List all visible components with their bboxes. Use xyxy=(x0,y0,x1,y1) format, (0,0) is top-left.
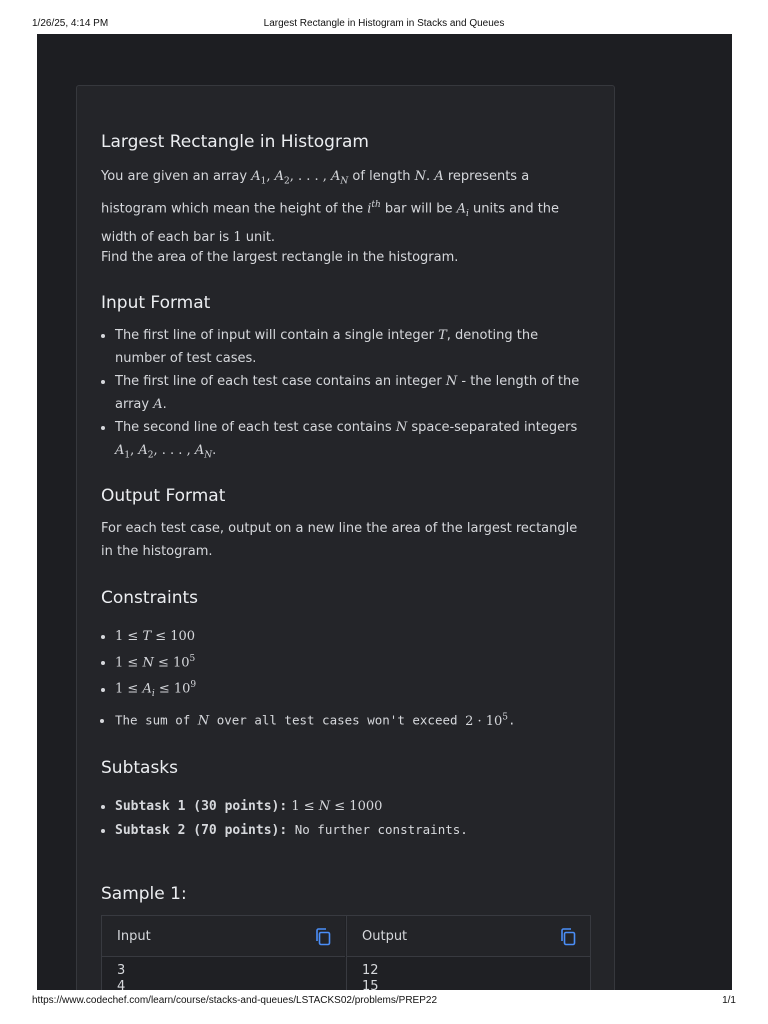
sample-input-body xyxy=(102,957,345,990)
print-title: Largest Rectangle in Histogram in Stacks and Queues xyxy=(263,18,505,29)
output-format-heading: Output Format xyxy=(101,486,226,506)
sample-output-header xyxy=(347,916,590,957)
problem-card xyxy=(76,85,615,990)
problem-statement: You are given an array $A_1$, $A_2$, . . . , $A_N$ of length N. A represents a histogram which mean the height of the $i^{th}$ bar will be $A_i$ units and the width of each bar is 1 unit. xyxy=(101,169,560,245)
sample-input-label: Input xyxy=(117,929,151,944)
sample-heading: Sample 1: xyxy=(101,884,187,904)
subtasks-heading: Subtasks xyxy=(101,758,178,778)
sample-input-column xyxy=(102,916,345,990)
sample-output-label: Output xyxy=(362,929,408,944)
print-url[interactable]: https://www.codechef.com/learn/course/stacks-and-queues/LSTACKS02/problems/PREP22 xyxy=(32,995,438,1006)
subtasks-list xyxy=(101,795,589,842)
sample-output-body xyxy=(347,957,590,990)
input-format-list xyxy=(101,324,589,468)
sample-output-line: 12 xyxy=(362,963,379,978)
print-header xyxy=(0,0,768,34)
sample-table xyxy=(101,915,591,990)
print-page-count: 1/1 xyxy=(722,995,736,1006)
page-area xyxy=(37,34,732,990)
list-item: • Subtask 1 (30 points): 1 ≤ N ≤ 1000 xyxy=(115,795,589,818)
sample-output-line: 15 xyxy=(362,979,379,990)
list-item: • 1 ≤ T ≤ 100 xyxy=(115,625,589,648)
constraints-heading: Constraints xyxy=(101,588,198,608)
output-format-text: For each test case, output on a new line the area of the largest rectangle in the histogram. xyxy=(101,521,578,559)
sample-input-header xyxy=(102,916,345,957)
print-footer xyxy=(0,990,768,1024)
constraints-list xyxy=(101,625,589,733)
print-date: 1/26/25, 4:14 PM xyxy=(32,18,109,29)
list-item: • The first line of each test case contains an integer N - the length of the array A. xyxy=(115,370,589,416)
input-format-heading: Input Format xyxy=(101,293,211,313)
list-item: • $1 \le A_i \le 10^9$ xyxy=(115,674,589,706)
sample-output-column xyxy=(346,916,590,990)
problem-find-text: Find the area of the largest rectangle in the histogram. xyxy=(101,250,459,265)
sample-input-line: 3 xyxy=(117,963,126,978)
list-item: • Subtask 2 (70 points): No further constraints. xyxy=(115,818,589,842)
sample-input-line: 4 xyxy=(117,979,126,990)
copy-icon[interactable] xyxy=(315,928,331,946)
list-item: • The sum of N over all test cases won't exceed $2 \cdot 10^5$. xyxy=(115,706,589,732)
list-item: • The first line of input will contain a single integer T, denoting the number of test cases. xyxy=(115,324,589,370)
problem-title: Largest Rectangle in Histogram xyxy=(101,132,369,152)
list-item: • The second line of each test case contains N space-separated integers $A_1$, $A_2$, . . . , $A_N$. xyxy=(115,416,589,468)
list-item: • $1 \le N \le 10^5$ xyxy=(115,648,589,674)
copy-icon[interactable] xyxy=(560,928,576,946)
